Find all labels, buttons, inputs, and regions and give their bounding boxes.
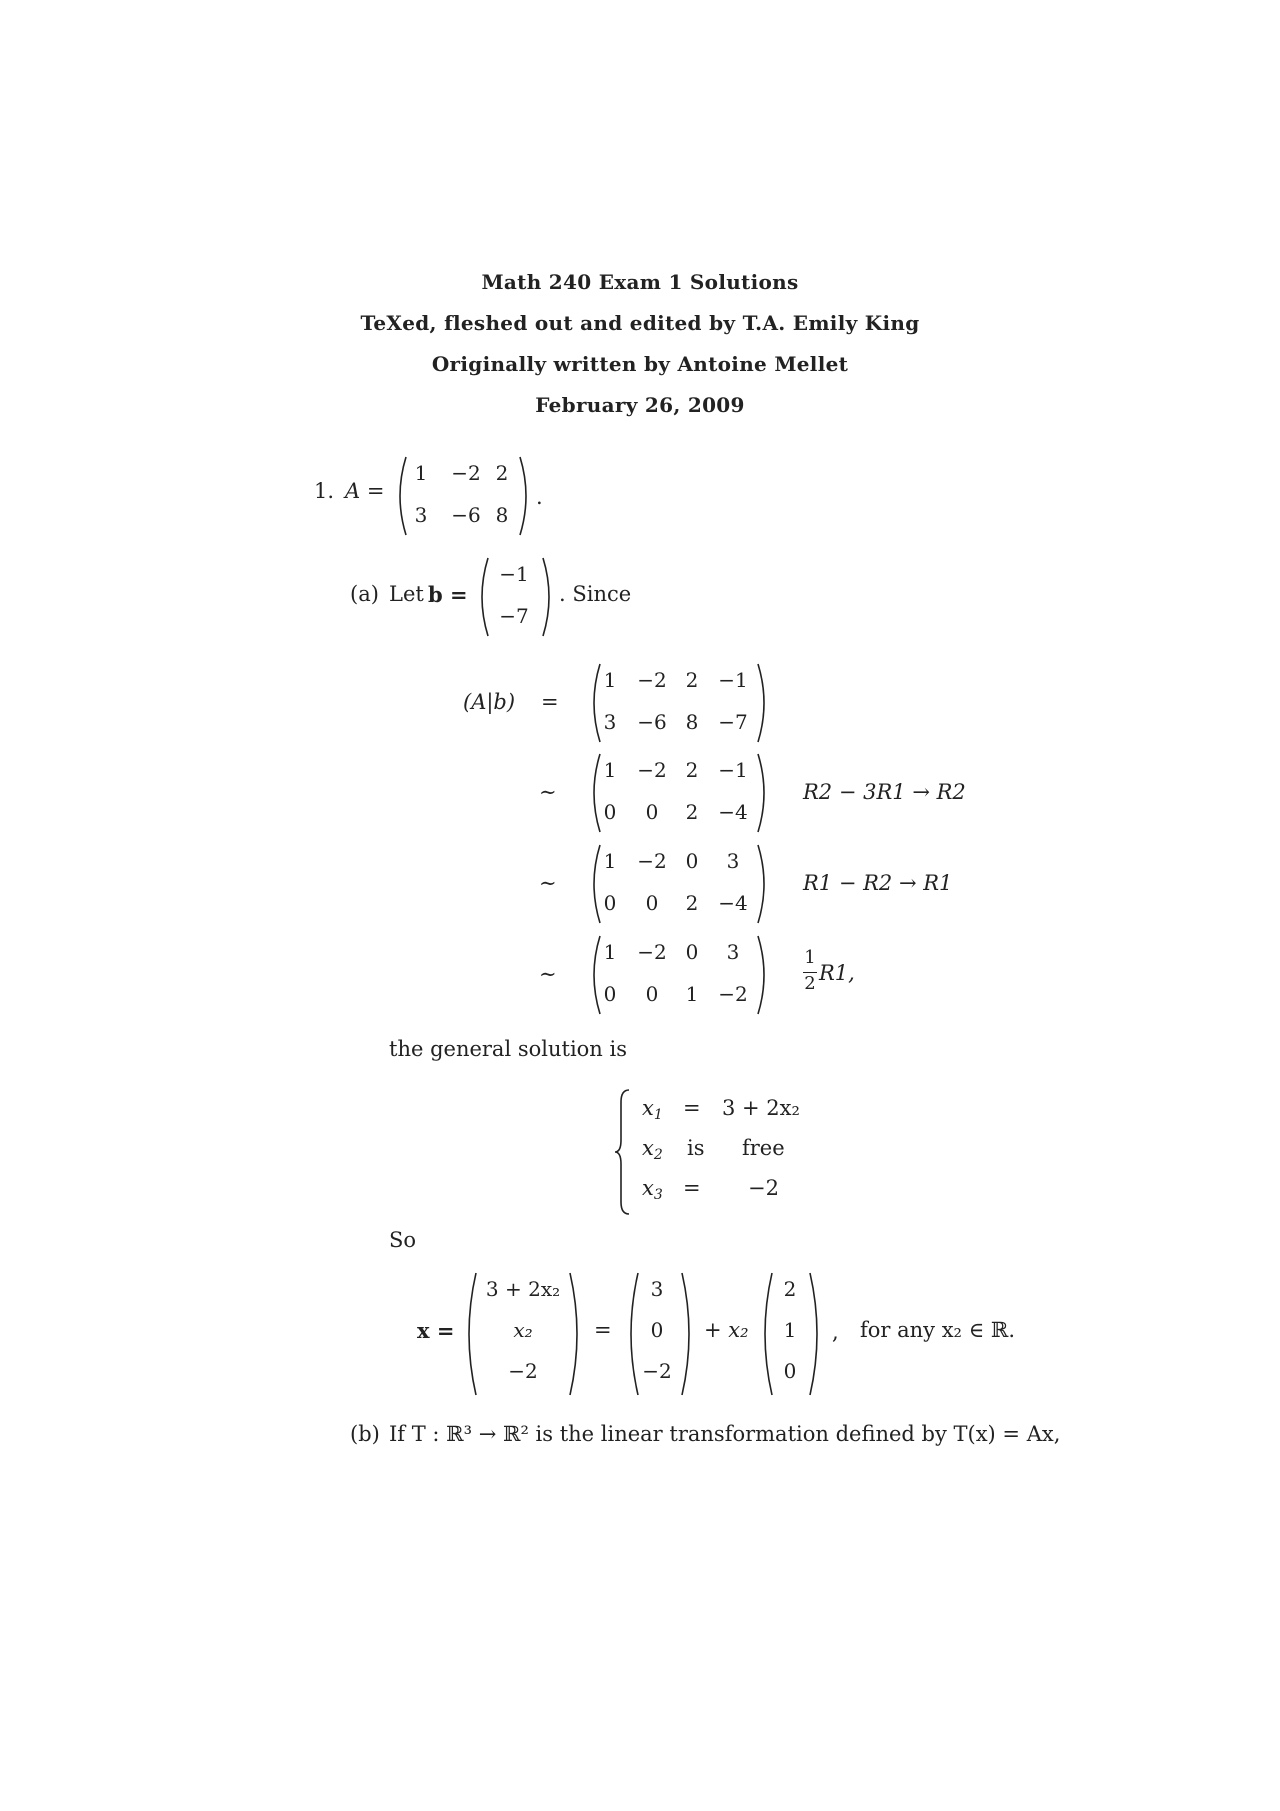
matrix-cell: 3 bbox=[726, 849, 740, 873]
left-brace-icon bbox=[613, 1088, 633, 1216]
matrix-cell: 0 bbox=[645, 891, 659, 915]
matrix-cell: −2 bbox=[637, 849, 667, 873]
matrix-cell: 8 bbox=[685, 710, 699, 734]
so-text: So bbox=[389, 1228, 417, 1252]
part-b-label: (b) bbox=[350, 1422, 380, 1446]
since-text: . Since bbox=[559, 582, 632, 606]
system-var: $x_3$ bbox=[642, 1176, 663, 1203]
punctuation: , bbox=[832, 1320, 839, 1344]
sim-sign: ∼ bbox=[539, 780, 557, 804]
left-paren-icon bbox=[586, 843, 602, 925]
right-paren-icon bbox=[756, 934, 772, 1016]
sim-sign: ∼ bbox=[539, 871, 557, 895]
vector-cell: x₂ bbox=[513, 1318, 533, 1342]
matrix-cell: 2 bbox=[685, 800, 699, 824]
matrix-cell: −2 bbox=[637, 668, 667, 692]
matrix-cell: −2 bbox=[718, 982, 748, 1006]
vector-cell: −1 bbox=[499, 562, 529, 586]
vector-cell: 2 bbox=[783, 1277, 797, 1301]
system-rel: = bbox=[683, 1096, 701, 1120]
matrix-cell: −6 bbox=[637, 710, 667, 734]
right-paren-icon bbox=[680, 1271, 698, 1397]
right-paren-icon bbox=[541, 556, 557, 638]
punctuation: . bbox=[536, 485, 543, 509]
system-rhs: free bbox=[742, 1136, 785, 1160]
vector-cell: 0 bbox=[783, 1359, 797, 1383]
matrix-cell: 8 bbox=[495, 503, 509, 527]
general-solution-text: the general solution is bbox=[389, 1037, 627, 1061]
left-paren-icon bbox=[474, 556, 490, 638]
matrix-cell: 1 bbox=[603, 668, 617, 692]
part-b-text: If T : ℝ³ → ℝ² is the linear transformation defined by T(x) = Ax, bbox=[389, 1422, 1061, 1446]
vector-cell: −2 bbox=[508, 1359, 538, 1383]
matrix-a-lhs: A = bbox=[345, 479, 385, 503]
vector-cell: −2 bbox=[642, 1359, 672, 1383]
matrix-cell: −4 bbox=[718, 800, 748, 824]
matrix-cell: 2 bbox=[495, 461, 509, 485]
vector-cell: 1 bbox=[783, 1318, 797, 1342]
vector-b-lhs: b = bbox=[428, 582, 468, 607]
equals-sign: = bbox=[541, 690, 559, 714]
right-paren-icon bbox=[756, 843, 772, 925]
left-paren-icon bbox=[586, 662, 602, 744]
x-lhs: x = bbox=[417, 1318, 455, 1343]
vector-cell: 0 bbox=[650, 1318, 664, 1342]
plus-x2: + x₂ bbox=[704, 1318, 749, 1342]
matrix-cell: 0 bbox=[603, 800, 617, 824]
system-rhs: 3 + 2x₂ bbox=[722, 1096, 800, 1120]
left-paren-icon bbox=[586, 752, 602, 834]
matrix-cell: −6 bbox=[451, 503, 481, 527]
right-paren-icon bbox=[756, 662, 772, 744]
right-paren-icon bbox=[568, 1271, 586, 1397]
system-var: $x_1$ bbox=[642, 1096, 663, 1123]
author-line: Originally written by Antoine Mellet bbox=[431, 352, 849, 376]
fraction-numerator: 1 bbox=[804, 947, 816, 968]
matrix-cell: 0 bbox=[685, 849, 699, 873]
part-a-label: (a) bbox=[350, 582, 379, 606]
let-text: Let bbox=[389, 582, 424, 606]
matrix-cell: −1 bbox=[718, 668, 748, 692]
matrix-cell: 2 bbox=[685, 758, 699, 782]
left-paren-icon bbox=[392, 455, 408, 537]
matrix-cell: 0 bbox=[603, 891, 617, 915]
editor-line: TeXed, fleshed out and edited by T.A. Emily King bbox=[360, 311, 920, 335]
matrix-cell: −2 bbox=[637, 940, 667, 964]
matrix-cell: 1 bbox=[603, 940, 617, 964]
matrix-cell: 2 bbox=[685, 668, 699, 692]
matrix-cell: −7 bbox=[718, 710, 748, 734]
equals-sign: = bbox=[594, 1318, 612, 1342]
matrix-cell: −2 bbox=[451, 461, 481, 485]
system-rel: is bbox=[687, 1136, 705, 1160]
matrix-cell: 0 bbox=[645, 800, 659, 824]
system-rhs: −2 bbox=[748, 1176, 779, 1200]
matrix-cell: 3 bbox=[414, 503, 428, 527]
matrix-cell: 1 bbox=[685, 982, 699, 1006]
left-paren-icon bbox=[622, 1271, 640, 1397]
for-any-text: for any x₂ ∈ ℝ. bbox=[860, 1318, 1015, 1342]
matrix-cell: 2 bbox=[685, 891, 699, 915]
matrix-cell: −4 bbox=[718, 891, 748, 915]
matrix-cell: −1 bbox=[718, 758, 748, 782]
left-paren-icon bbox=[460, 1271, 478, 1397]
row-op: R1 − R2 → R1 bbox=[803, 871, 953, 895]
row-op: R2 − 3R1 → R2 bbox=[803, 780, 966, 804]
matrix-cell: 0 bbox=[603, 982, 617, 1006]
right-paren-icon bbox=[518, 455, 534, 537]
matrix-cell: −2 bbox=[637, 758, 667, 782]
page-title: Math 240 Exam 1 Solutions bbox=[481, 270, 799, 294]
augmented-lhs: (A|b) bbox=[463, 690, 516, 714]
right-paren-icon bbox=[756, 752, 772, 834]
matrix-cell: 1 bbox=[603, 849, 617, 873]
matrix-cell: 3 bbox=[603, 710, 617, 734]
left-paren-icon bbox=[586, 934, 602, 1016]
fraction-denominator: 2 bbox=[804, 973, 816, 994]
system-var: $x_2$ bbox=[642, 1136, 663, 1163]
matrix-cell: 0 bbox=[645, 982, 659, 1006]
matrix-cell: 3 bbox=[726, 940, 740, 964]
left-paren-icon bbox=[756, 1271, 774, 1397]
matrix-cell: 1 bbox=[603, 758, 617, 782]
date-line: February 26, 2009 bbox=[535, 393, 745, 417]
right-paren-icon bbox=[808, 1271, 826, 1397]
system-rel: = bbox=[683, 1176, 701, 1200]
matrix-cell: 0 bbox=[685, 940, 699, 964]
vector-cell: 3 bbox=[650, 1277, 664, 1301]
vector-cell: 3 + 2x₂ bbox=[485, 1277, 561, 1301]
matrix-cell: 1 bbox=[414, 461, 428, 485]
problem-number: 1. bbox=[314, 479, 335, 503]
vector-cell: −7 bbox=[499, 604, 529, 628]
scale-op-text: R1, bbox=[819, 961, 855, 985]
sim-sign: ∼ bbox=[539, 962, 557, 986]
